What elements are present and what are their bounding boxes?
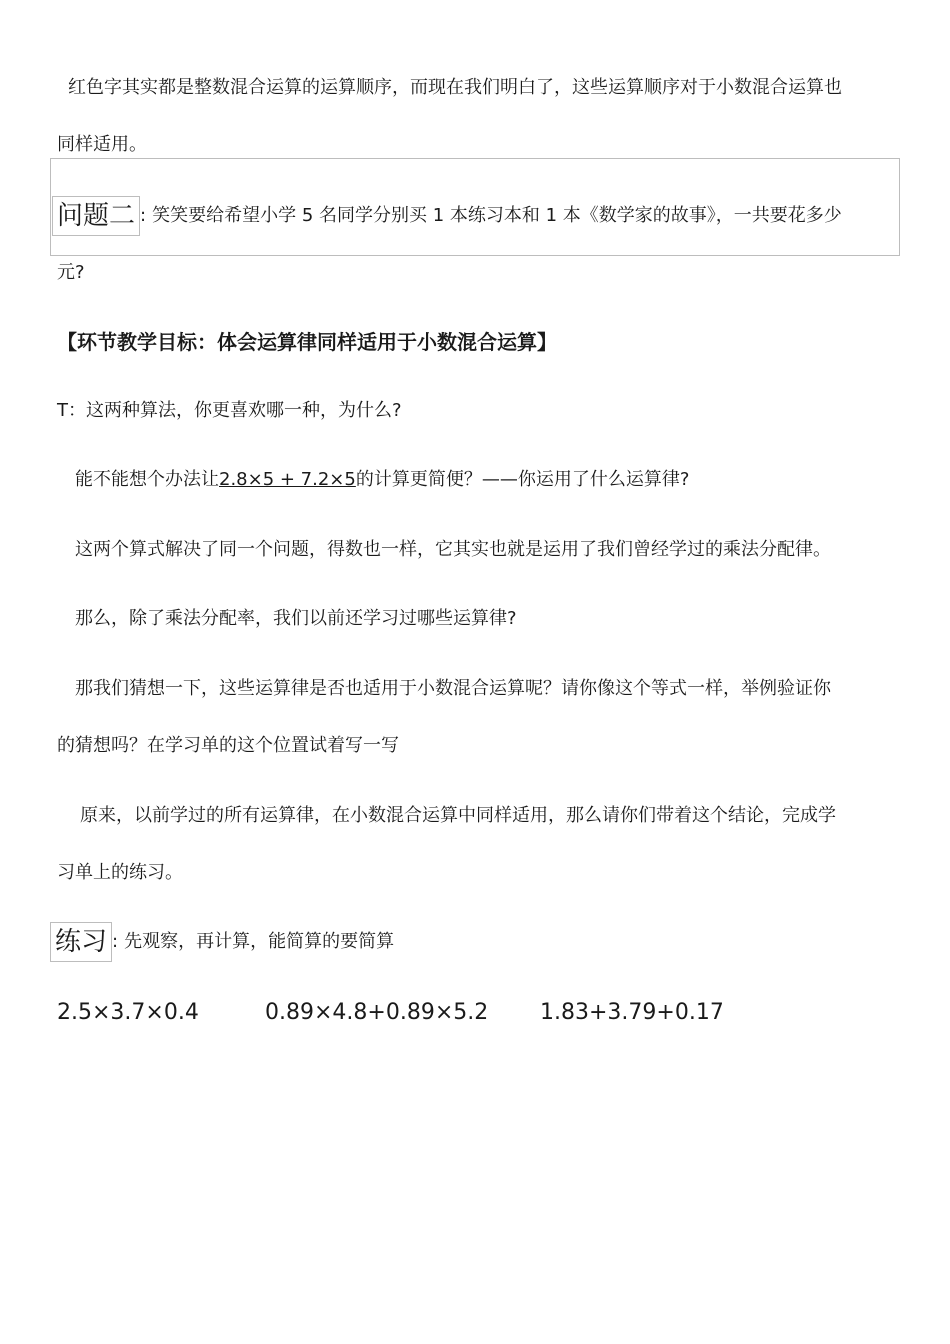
dialog-line: 那么，除了乘法分配率，我们以前还学习过哪些运算律?	[75, 608, 517, 629]
dialog-line: 习单上的练习。	[57, 862, 183, 883]
practice-problem-1: 2.5×3.7×0.4	[57, 1000, 199, 1025]
practice-problem-3: 1.83+3.79+0.17	[540, 1000, 724, 1025]
paragraph-line: 同样适用。	[57, 134, 147, 155]
practice-problem-2: 0.89×4.8+0.89×5.2	[265, 1000, 489, 1025]
paragraph-line: 红色字其实都是整数混合运算的运算顺序，而现在我们明白了，这些运算顺序对于小数混合运算也	[68, 77, 842, 98]
dialog-line	[75, 468, 689, 492]
dialog-line: 那我们猜想一下，这些运算律是否也适用于小数混合运算呢？请你像这个等式一样，举例验证你	[75, 678, 831, 699]
dialog-line: 这两个算式解决了同一个问题，得数也一样，它其实也就是运用了我们曾经学过的乘法分配律。	[75, 539, 831, 560]
practice-row	[50, 922, 394, 962]
question-two-label: 问题二	[52, 196, 140, 236]
question-two-text: 笑笑要给希望小学 5 名同学分别买 1 本练习本和 1 本《数学家的故事》，一共要花多少	[152, 205, 842, 226]
dialog-text: 的计算更简便？——你运用了什么运算律?	[355, 469, 690, 490]
practice-label: 练习	[50, 922, 112, 962]
practice-instruction: 先观察，再计算，能简算的要简算	[124, 931, 395, 952]
question-two-colon: :	[140, 205, 147, 226]
dialog-line: 原来，以前学过的所有运算律，在小数混合运算中同样适用，那么请你们带着这个结论，完成学	[80, 805, 836, 826]
dialog-text: 能不能想个办法让	[75, 469, 219, 490]
section-goal-heading: 【环节教学目标：体会运算律同样适用于小数混合运算】	[57, 330, 557, 354]
dialog-line: 的猜想吗？在学习单的这个位置试着写一写	[57, 735, 399, 756]
question-two-row	[52, 196, 842, 236]
practice-colon: :	[112, 931, 119, 952]
question-two-text-cont: 元?	[57, 262, 85, 283]
formula-underlined: 2.8×5 + 7.2×5	[219, 469, 356, 490]
dialog-line: T：这两种算法，你更喜欢哪一种，为什么?	[57, 400, 402, 421]
